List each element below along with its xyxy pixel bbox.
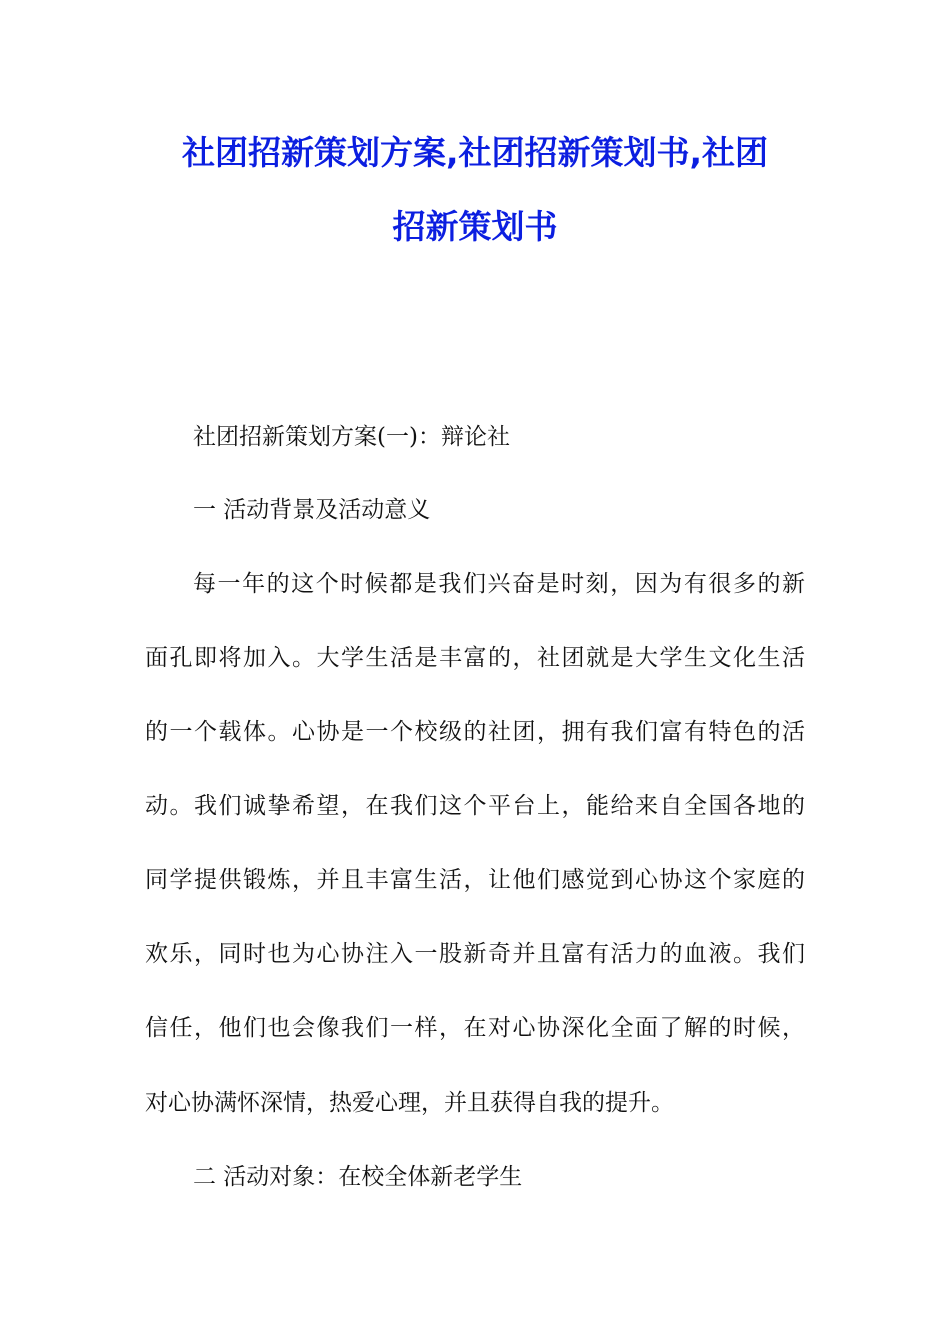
paragraph-line: 面孔即将加入。大学生活是丰富的，社团就是大学生文化生活 [145,645,805,671]
paragraph-line: 动。我们诚挚希望，在我们这个平台上，能给来自全国各地的 [145,793,805,819]
heading-activity-target: 二 活动对象：在校全体新老学生 [193,1164,523,1190]
paragraph-line: 信任，他们也会像我们一样，在对心协深化全面了解的时候， [145,1015,805,1041]
section-heading: 社团招新策划方案(一)：辩论社 [193,424,510,450]
paragraph-line: 同学提供锻炼，并且丰富生活，让他们感觉到心协这个家庭的 [145,867,805,893]
paragraph-line: 的一个载体。心协是一个校级的社团，拥有我们富有特色的活 [145,719,805,745]
paragraph-line: 每一年的这个时候都是我们兴奋是时刻，因为有很多的新 [193,571,805,597]
paragraph-line: 欢乐，同时也为心协注入一股新奇并且富有活力的血液。我们 [145,941,805,967]
heading-activity-background: 一 活动背景及活动意义 [193,497,431,523]
document-title-line-2: 招新策划书 [392,207,558,246]
paragraph-line: 对心协满怀深情，热爱心理，并且获得自我的提升。 [145,1090,674,1116]
document-title-line-1: 社团招新策划方案,社团招新策划书,社团 [181,133,769,172]
